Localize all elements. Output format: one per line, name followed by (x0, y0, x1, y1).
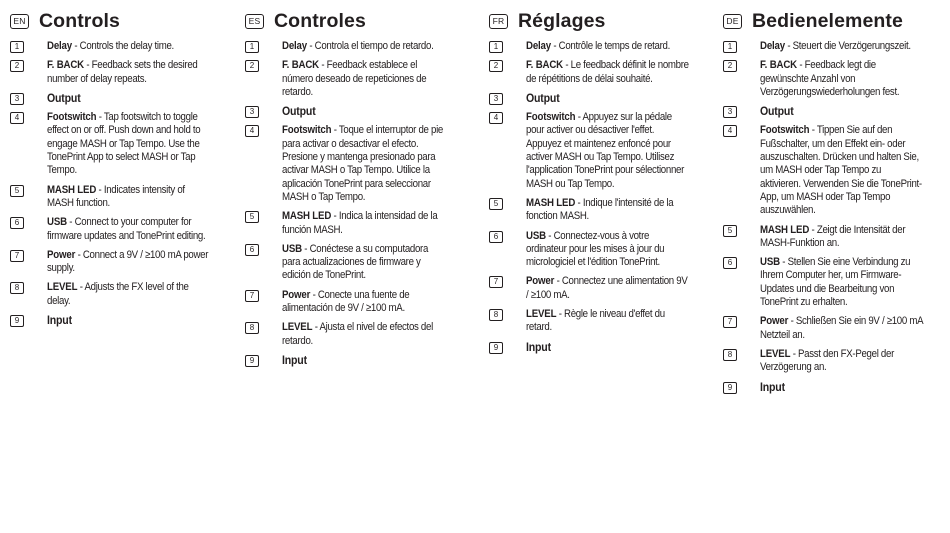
control-term: Delay (526, 40, 551, 52)
item-number: 3 (10, 93, 24, 105)
control-desc: - Schließen Sie ein 9V / ≥100 mA Netzteil an. (760, 315, 923, 341)
item-number: 4 (245, 125, 259, 137)
item-number: 3 (489, 93, 503, 105)
control-term: MASH LED (760, 223, 810, 236)
control-desc: - Controls the delay time. (74, 40, 174, 52)
control-desc: - Indica la intensidad de la función MASH. (282, 210, 438, 236)
control-desc: - Contrôle le temps de retard. (553, 40, 671, 52)
control-desc: - Règle le niveau d'effet du retard. (526, 308, 665, 334)
item-number: 9 (10, 315, 24, 327)
item-number: 5 (723, 225, 737, 237)
control-term: Output (760, 104, 794, 119)
control-desc: - Controla el tiempo de retardo. (309, 40, 434, 52)
control-item-mash-led (10, 184, 232, 211)
item-number: 1 (723, 41, 737, 53)
control-item-usb (489, 230, 711, 270)
item-number: 7 (723, 316, 737, 328)
item-number: 5 (245, 211, 259, 223)
control-term: Delay (760, 40, 785, 52)
control-item-delay (489, 40, 711, 53)
control-item-fback (245, 59, 467, 99)
column-es (245, 8, 467, 373)
control-term: Input (282, 352, 307, 367)
item-number: 9 (489, 342, 503, 354)
control-term: USB (47, 216, 67, 229)
control-item-power (489, 275, 711, 302)
control-term: Output (526, 90, 560, 105)
item-number: 9 (245, 355, 259, 367)
section-title-de: Bedienelemente (752, 9, 903, 32)
control-item-level (10, 281, 232, 308)
control-term: Input (760, 379, 785, 394)
control-desc: - Ajusta el nivel de efectos del retardo. (282, 321, 433, 347)
item-number: 2 (10, 60, 24, 72)
control-item-fback (723, 59, 945, 99)
control-desc: - Toque el interruptor de pie para activar o desactivar el efecto. Presione y mantenga presionado para activar MASH o Tap Tempo. Utilice la aplicación TonePrint para seleccionar MASH o Tap Tempo. (282, 124, 444, 203)
section-title-fr: Réglages (518, 9, 606, 32)
control-term: LEVEL (47, 281, 78, 294)
section-header-de (723, 8, 945, 34)
control-item-footswitch (489, 111, 711, 191)
control-item-level (723, 348, 945, 375)
item-number: 6 (489, 231, 503, 243)
control-desc: - Feedback establece el número deseado de repeticiones de retardo. (282, 59, 427, 98)
control-term: Footswitch (47, 111, 97, 124)
control-item-power (245, 289, 467, 316)
control-term: F. BACK (760, 59, 797, 72)
control-term: MASH LED (526, 196, 576, 209)
item-number: 7 (245, 290, 259, 302)
control-item-mash-led (723, 224, 945, 251)
language-badge-fr: FR (489, 14, 508, 29)
item-number: 2 (489, 60, 503, 72)
control-term: USB (526, 229, 546, 242)
language-badge-en: EN (10, 14, 29, 29)
control-item-mash-led (245, 210, 467, 237)
control-item-usb (245, 243, 467, 283)
control-desc: - Conéctese a su computadora para actualizaciones de firmware y edición de TonePrint. (282, 242, 429, 282)
column-fr (489, 8, 711, 360)
control-desc: - Connect a 9V / ≥100 mA power supply. (47, 248, 209, 275)
control-desc: - Feedback sets the desired number of delay repeats. (47, 59, 198, 85)
control-term: LEVEL (526, 308, 557, 321)
item-number: 1 (489, 41, 503, 53)
control-term: USB (760, 256, 780, 269)
control-term: USB (282, 242, 302, 255)
column-en (10, 8, 232, 333)
control-term: MASH LED (47, 183, 97, 196)
control-item-input (10, 314, 232, 327)
control-item-footswitch (723, 124, 945, 217)
item-number: 4 (10, 112, 24, 124)
control-item-input (245, 354, 467, 367)
control-term: Input (526, 339, 551, 354)
column-de (723, 8, 945, 400)
control-term: Footswitch (282, 124, 332, 137)
control-term: Footswitch (760, 124, 810, 137)
control-item-output (489, 92, 711, 105)
control-desc: - Zeigt die Intensität der MASH-Funktion an. (760, 223, 906, 249)
control-term: F. BACK (282, 59, 319, 72)
item-number: 2 (723, 60, 737, 72)
control-item-usb (10, 216, 232, 243)
control-term: Power (526, 275, 555, 288)
item-number: 8 (489, 309, 503, 321)
section-title-en: Controls (39, 9, 120, 32)
control-item-footswitch (245, 124, 467, 204)
control-desc: - Indique l'intensité de la fonction MASH. (526, 196, 674, 223)
control-desc: - Connectez-vous à votre ordinateur pour les mises à jour du micrologiciel et l'édition TonePrint. (526, 229, 665, 269)
control-term: Power (282, 288, 311, 301)
item-number: 4 (489, 112, 503, 124)
control-item-usb (723, 256, 945, 309)
item-number: 7 (489, 276, 503, 288)
control-desc: - Indicates intensity of MASH function. (47, 183, 185, 209)
control-item-power (10, 249, 232, 276)
control-term: Delay (47, 40, 72, 52)
item-number: 8 (723, 349, 737, 361)
control-desc: - Feedback legt die gewünschte Anzahl von Verzögerungswiederholungen fest. (760, 59, 900, 98)
item-number: 3 (245, 106, 259, 118)
item-number: 1 (245, 41, 259, 53)
item-number: 9 (723, 382, 737, 394)
control-term: Output (282, 104, 316, 119)
control-item-output (723, 105, 945, 118)
item-number: 5 (10, 185, 24, 197)
control-item-footswitch (10, 111, 232, 177)
language-badge-es: ES (245, 14, 264, 29)
section-header-es (245, 8, 467, 34)
control-desc: - Stellen Sie eine Verbindung zu Ihrem Computer her, um Firmware-Updates und die Bearbeitung von TonePrint zu erhalten. (760, 256, 911, 309)
control-term: F. BACK (526, 59, 563, 72)
control-item-fback (10, 59, 232, 86)
section-header-en (10, 8, 232, 34)
control-term: Footswitch (526, 111, 576, 124)
control-desc: - Steuert die Verzögerungszeit. (787, 40, 911, 52)
control-item-output (245, 105, 467, 118)
control-term: LEVEL (282, 321, 313, 334)
item-number: 6 (10, 217, 24, 229)
section-title-es: Controles (274, 9, 366, 32)
control-item-level (245, 321, 467, 348)
item-number: 3 (723, 106, 737, 118)
control-item-input (723, 381, 945, 394)
control-term: LEVEL (760, 347, 791, 360)
item-number: 8 (10, 282, 24, 294)
item-number: 8 (245, 322, 259, 334)
control-term: F. BACK (47, 59, 84, 72)
control-desc: - Tippen Sie auf den Fußschalter, um den Effekt ein- oder auszuschalten. Drücken und halten Sie, um MASH oder Tap Tempo zu aktivieren. Verwenden Sie die TonePrint-App, um MASH oder Tap Tempo auszuwählen. (760, 124, 922, 217)
control-term: Output (47, 90, 81, 105)
control-desc: - Le feedback définit le nombre de répétitions de délai souhaité. (526, 59, 689, 85)
item-number: 7 (10, 250, 24, 262)
control-item-power (723, 315, 945, 342)
control-item-delay (245, 40, 467, 53)
control-term: Delay (282, 40, 307, 52)
control-desc: - Connect to your computer for firmware updates and TonePrint editing. (47, 216, 206, 242)
control-desc: - Adjusts the FX level of the delay. (47, 281, 189, 307)
control-desc: - Conecte una fuente de alimentación de 9V / ≥100 mA. (282, 288, 410, 315)
item-number: 4 (723, 125, 737, 137)
control-item-fback (489, 59, 711, 86)
item-number: 2 (245, 60, 259, 72)
control-desc: - Appuyez sur la pédale pour activer ou désactiver l'effet. Appuyez et maintenez enfoncé pour activer MASH ou Tap Tempo. Utilisez l'application TonePrint pour sélectionner MASH ou Tap Tempo. (526, 111, 685, 190)
control-term: Input (47, 313, 72, 328)
control-term: MASH LED (282, 210, 332, 223)
control-term: Power (760, 315, 789, 328)
control-item-mash-led (489, 197, 711, 224)
control-item-delay (10, 40, 232, 53)
item-number: 1 (10, 41, 24, 53)
control-desc: - Connectez une alimentation 9V / ≥100 mA. (526, 275, 688, 301)
control-item-input (489, 341, 711, 354)
control-item-level (489, 308, 711, 335)
item-number: 6 (723, 257, 737, 269)
item-number: 5 (489, 198, 503, 210)
language-badge-de: DE (723, 14, 742, 29)
control-desc: - Tap footswitch to toggle effect on or off. Push down and hold to engage MASH or Tap Tempo. Use the TonePrint App to select MASH or Tap Tempo. (47, 111, 201, 177)
control-term: Power (47, 248, 76, 261)
control-desc: - Passt den FX-Pegel der Verzögerung an. (760, 347, 895, 374)
item-number: 6 (245, 244, 259, 256)
control-item-output (10, 92, 232, 105)
section-header-fr (489, 8, 711, 34)
control-item-delay (723, 40, 945, 53)
